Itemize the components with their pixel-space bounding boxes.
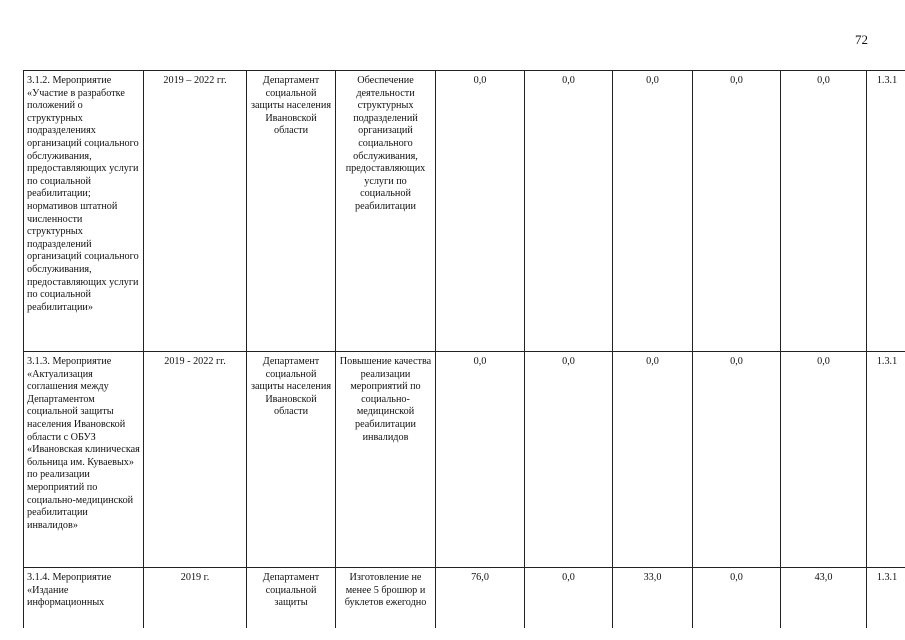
funding-col3-cell: 33,0 [613,568,693,628]
funding-col5-cell: 43,0 [781,568,867,628]
period-cell: 2019 – 2022 гг. [144,71,247,352]
activity-name-cell: 3.1.4. Мероприятие «Издание информационных [24,568,144,628]
activities-table [23,70,905,628]
executor-cell: Департамент социальной защиты [247,568,336,628]
expected-result-cell: Обеспечение деятельности структурных подразделений организаций социального обслуживания, предоставляющих услуги по социальной реабилитации [336,71,436,352]
period-cell: 2019 - 2022 гг. [144,352,247,568]
page-number: 72 [855,32,868,47]
funding-total-cell: 0,0 [436,352,525,568]
funding-total-cell: 0,0 [436,71,525,352]
table-row-3-1-3 [24,352,905,568]
table-row-3-1-2 [24,71,905,352]
funding-col2-cell: 0,0 [525,352,613,568]
funding-col5-cell: 0,0 [781,71,867,352]
funding-col3-cell: 0,0 [613,352,693,568]
funding-col4-cell: 0,0 [693,568,781,628]
table-row-3-1-4 [24,568,905,628]
funding-col4-cell: 0,0 [693,352,781,568]
period-cell: 2019 г. [144,568,247,628]
funding-col4-cell: 0,0 [693,71,781,352]
indicator-link-cell: 1.3.1 [867,71,905,352]
executor-cell: Департамент социальной защиты населения Ивановской области [247,71,336,352]
executor-cell: Департамент социальной защиты населения Ивановской области [247,352,336,568]
indicator-link-cell: 1.3.1 [867,568,905,628]
funding-col2-cell: 0,0 [525,71,613,352]
funding-col2-cell: 0,0 [525,568,613,628]
expected-result-cell: Изготовление не менее 5 брошюр и буклетов ежегодно [336,568,436,628]
funding-col3-cell: 0,0 [613,71,693,352]
expected-result-cell: Повышение качества реализации мероприятий по социально-медицинской реабилитации инвалидов [336,352,436,568]
activity-name-cell: 3.1.2. Мероприятие «Участие в разработке положений о структурных подразделениях организаций социального обслуживания, предоставляющих услуги по социальной реабилитации; нормативов штатной численности структурных подразделений организаций социального обслуживания, предоставляющих услуги по социальной реабилитации» [24,71,144,352]
funding-total-cell: 76,0 [436,568,525,628]
activity-name-cell: 3.1.3. Мероприятие «Актуализация соглашения между Департаментом социальной защиты населения Ивановской области с ОБУЗ «Ивановская клиническая больница им. Куваевых» по реализации мероприятий по социально-медицинской реабилитации инвалидов» [24,352,144,568]
indicator-link-cell: 1.3.1 [867,352,905,568]
funding-col5-cell: 0,0 [781,352,867,568]
